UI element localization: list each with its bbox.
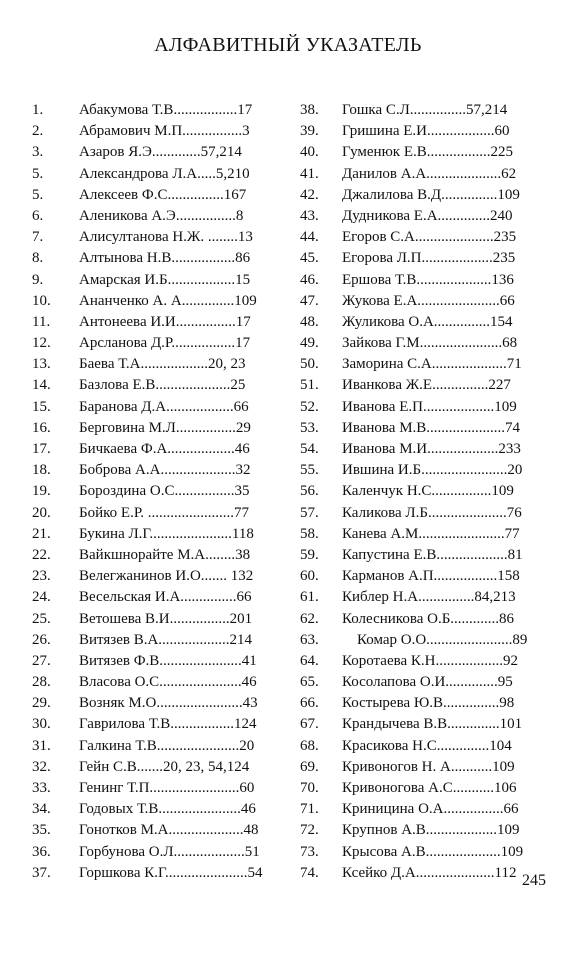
index-entry: [300, 460, 532, 481]
entry-number: 49.: [300, 335, 319, 352]
index-entry: [32, 206, 272, 227]
index-entry: [300, 799, 532, 820]
entry-number: 50.: [300, 356, 319, 373]
entry-number: 27.: [32, 652, 51, 669]
entry-number: 46.: [300, 271, 319, 288]
index-entry: [32, 291, 272, 312]
entry-number: 7.: [32, 229, 44, 246]
entry-number: 28.: [32, 674, 51, 691]
entry-number: 20.: [32, 504, 51, 521]
entry-text: Жукова Е.А......................66: [342, 292, 515, 309]
entry-text: Бороздина О.С................35: [79, 483, 250, 500]
index-entry: [32, 820, 272, 841]
index-entry: [300, 630, 532, 651]
index-entry: [300, 270, 532, 291]
entry-number: 14.: [32, 377, 51, 394]
entry-number: 39.: [300, 123, 319, 140]
entry-text: Киблер Н.А...............84,213: [342, 589, 516, 606]
index-entry: [300, 121, 532, 142]
index-entry: [300, 566, 532, 587]
entry-number: 22.: [32, 546, 51, 563]
entry-number: 38.: [300, 102, 319, 118]
entry-number: 29.: [32, 695, 51, 712]
entry-text: Каленчук Н.С................109: [342, 483, 514, 500]
entry-text: Колесникова О.Б.............86: [342, 610, 515, 627]
entry-text: Горбунова О.Л...................51: [79, 843, 260, 860]
entry-text: Крупнов А.В...................109: [342, 822, 520, 839]
entry-number: 9.: [32, 271, 44, 288]
entry-text: Горшкова К.Г......................54: [79, 864, 263, 881]
index-entry: [32, 248, 272, 269]
index-entry: [300, 545, 532, 566]
entry-text: Букина Л.Г......................118: [79, 525, 254, 542]
index-entry: [300, 439, 532, 460]
entry-number: 19.: [32, 483, 51, 500]
entry-number: 23.: [32, 568, 51, 585]
entry-text: Гейн С.В.......20, 23, 54,124: [79, 758, 250, 775]
entry-number: 45.: [300, 250, 319, 267]
entry-text: Алисултанова Н.Ж. ........13: [79, 229, 253, 246]
index-entry: [32, 778, 272, 799]
entry-text: Вайкшнорайте М.А........38: [79, 546, 251, 563]
index-entry: [32, 481, 272, 502]
index-entry: [32, 630, 272, 651]
index-entry: [300, 672, 532, 693]
index-entry: [300, 248, 532, 269]
entry-number: 33.: [32, 780, 51, 796]
entry-text: Жуликова О.А...............154: [342, 313, 513, 330]
entry-number: 6.: [32, 207, 44, 224]
index-entry: [32, 333, 272, 354]
entry-text: Арсланова Д.Р.................17: [79, 335, 251, 352]
index-entry: [32, 714, 272, 735]
index-entry: [32, 397, 272, 418]
index-entry: [300, 587, 532, 608]
index-entry: [300, 333, 532, 354]
entry-text: Егоров С.А.....................235: [342, 229, 517, 246]
entry-text: Гаврилова Т.В.................124: [79, 716, 257, 733]
entry-number: 35.: [32, 822, 51, 839]
index-entry: [32, 439, 272, 460]
entry-text: Гуменюк Е.В.................225: [342, 144, 513, 161]
entry-text: Возняк М.О.......................43: [79, 695, 258, 712]
entry-number: 2.: [32, 123, 44, 140]
entry-text: Ананченко А. А..............109: [79, 292, 257, 309]
index-entry: [300, 863, 532, 884]
entry-text: Весельская И.А...............66: [79, 589, 252, 606]
index-entry: [300, 185, 532, 206]
entry-text: Боброва А.А....................32: [79, 462, 251, 479]
index-column-left: [32, 100, 272, 884]
entry-number: 3.: [32, 144, 44, 161]
index-entry: [300, 100, 532, 121]
entry-text: Витязев В.А...................214: [79, 631, 253, 648]
entry-text: Баева Т.А..................20, 23: [79, 356, 246, 373]
index-entry: [300, 609, 532, 630]
index-entry: [32, 736, 272, 757]
entry-number: 17.: [32, 441, 51, 457]
entry-number: 5.: [32, 186, 44, 203]
entry-number: 11.: [32, 313, 51, 330]
entry-text: Коротаева К.Н..................92: [342, 652, 518, 669]
entry-text: Капустина Е.В...................81: [342, 546, 523, 563]
entry-text: Баранова Д.А..................66: [79, 398, 249, 415]
index-entry: [300, 291, 532, 312]
entry-text: Кривоногова А.С...........106: [342, 780, 517, 796]
entry-number: 10.: [32, 292, 51, 309]
entry-text: Кривоногов Н. А...........109: [342, 758, 515, 775]
entry-number: 42.: [300, 186, 319, 203]
index-entry: [300, 164, 532, 185]
entry-text: Данилов А.А....................62: [342, 165, 517, 182]
entry-number: 5.: [32, 165, 44, 182]
entry-number: 63.: [300, 631, 319, 648]
index-entry: [32, 121, 272, 142]
index-entry: [32, 651, 272, 672]
entry-text: Зайкова Г.М......................68: [342, 335, 518, 352]
index-entry: [300, 142, 532, 163]
index-entry: [32, 842, 272, 863]
entry-text: Амарская И.Б..................15: [79, 271, 251, 288]
entry-number: 41.: [300, 165, 319, 182]
index-entry: [300, 397, 532, 418]
entry-number: 47.: [300, 292, 319, 309]
entry-number: 44.: [300, 229, 319, 246]
entry-text: Генинг Т.П........................60: [79, 780, 255, 796]
entry-text: Иванова М.В.....................74: [342, 419, 521, 436]
entry-number: 69.: [300, 758, 319, 775]
index-entry: [300, 503, 532, 524]
entry-number: 26.: [32, 631, 51, 648]
entry-text: Канева А.М.......................77: [342, 525, 520, 542]
entry-number: 13.: [32, 356, 51, 373]
entry-text: Гонотков М.А....................48: [79, 822, 259, 839]
entry-text: Абрамович М.П................3: [79, 123, 250, 140]
entry-number: 70.: [300, 780, 319, 796]
index-entry: [300, 736, 532, 757]
index-entry: [32, 460, 272, 481]
index-entry: [300, 375, 532, 396]
entry-text: Косолапова О.И..............95: [342, 674, 513, 691]
index-entry: [32, 312, 272, 333]
entry-text: Годовых Т.В......................46: [79, 801, 256, 818]
entry-number: 24.: [32, 589, 51, 606]
entry-text: Велегжанинов И.О....... 132: [79, 568, 254, 585]
entry-number: 34.: [32, 801, 51, 818]
entry-text: Власова О.С......................46: [79, 674, 257, 691]
entry-number: 61.: [300, 589, 319, 606]
entry-number: 53.: [300, 419, 319, 436]
index-entry: [300, 820, 532, 841]
entry-number: 8.: [32, 250, 44, 267]
entry-number: 66.: [300, 695, 319, 712]
index-entry: [32, 354, 272, 375]
entry-number: 64.: [300, 652, 319, 669]
entry-number: 51.: [300, 377, 319, 394]
entry-text: Криницина О.А................66: [342, 801, 519, 818]
index-entry: [300, 354, 532, 375]
page-title: АЛФАВИТНЫЙ УКАЗАТЕЛЬ: [154, 34, 422, 56]
entry-text: Ветошева В.И................201: [79, 610, 253, 627]
entry-number: 16.: [32, 419, 51, 436]
entry-text: Ксейко Д.А.....................112: [342, 864, 517, 881]
index-entry: [32, 164, 272, 185]
entry-text: Берговина М.Л................29: [79, 419, 251, 436]
entry-number: 71.: [300, 801, 319, 818]
entry-text: Комар О.О.......................89: [342, 631, 528, 648]
entry-number: 21.: [32, 525, 51, 542]
index-entry: [300, 651, 532, 672]
index-entry: [32, 100, 272, 121]
entry-number: 68.: [300, 737, 319, 754]
entry-number: 40.: [300, 144, 319, 161]
entry-number: 37.: [32, 864, 51, 881]
entry-text: Антонеева И.И................17: [79, 313, 251, 330]
index-entry: [32, 524, 272, 545]
entry-number: 31.: [32, 737, 51, 754]
index-entry: [32, 503, 272, 524]
entry-number: 12.: [32, 335, 51, 352]
index-entry: [300, 481, 532, 502]
entry-text: Егорова Л.П...................235: [342, 250, 516, 267]
entry-text: Каликова Л.Б.....................76: [342, 504, 522, 521]
entry-number: 43.: [300, 207, 319, 224]
entry-text: Джалилова В.Д...............109: [342, 186, 520, 203]
index-entry: [32, 757, 272, 778]
index-entry: [32, 375, 272, 396]
entry-number: 18.: [32, 462, 51, 479]
entry-text: Базлова Е.В....................25: [79, 377, 246, 394]
entry-text: Ершова Т.В....................136: [342, 271, 514, 288]
index-entry: [300, 418, 532, 439]
entry-text: Александрова Л.А.....5,210: [79, 165, 250, 182]
entry-text: Аленикова А.Э................8: [79, 207, 244, 224]
index-entry: [32, 142, 272, 163]
entry-number: 58.: [300, 525, 319, 542]
entry-text: Ившина И.Б.......................20: [342, 462, 523, 479]
entry-text: Крысова А.В....................109: [342, 843, 524, 860]
entry-text: Азаров Я.Э.............57,214: [79, 144, 242, 161]
entry-number: 36.: [32, 843, 51, 860]
entry-text: Крандычева В.В..............101: [342, 716, 523, 733]
index-column-right: [300, 100, 532, 884]
entry-text: Алексеев Ф.С...............167: [79, 186, 247, 203]
index-entry: [32, 672, 272, 693]
index-entry: [32, 863, 272, 884]
index-entry: [300, 312, 532, 333]
entry-number: 52.: [300, 398, 319, 415]
index-entry: [32, 418, 272, 439]
index-entry: [32, 609, 272, 630]
index-entry: [300, 524, 532, 545]
entry-text: Дудникова Е.А..............240: [342, 207, 513, 224]
entry-text: Гришина Е.И..................60: [342, 123, 510, 140]
index-entry: [32, 693, 272, 714]
entry-number: 57.: [300, 504, 319, 521]
entry-number: 48.: [300, 313, 319, 330]
index-entry: [300, 693, 532, 714]
index-entry: [32, 566, 272, 587]
entry-text: Иванкова Ж.Е...............227: [342, 377, 511, 394]
entry-text: Бойко Е.Р. .......................77: [79, 504, 250, 521]
entry-text: Абакумова Т.В.................17: [79, 102, 253, 118]
index-entry: [32, 587, 272, 608]
entry-text: Красикова Н.С..............104: [342, 737, 512, 754]
index-entry: [32, 799, 272, 820]
index-entry: [32, 185, 272, 206]
entry-number: 30.: [32, 716, 51, 733]
entry-text: Алтынова Н.В.................86: [79, 250, 251, 267]
entry-text: Костырева Ю.В...............98: [342, 695, 515, 712]
index-entry: [32, 270, 272, 291]
index-entry: [300, 842, 532, 863]
index-entry: [300, 227, 532, 248]
entry-number: 56.: [300, 483, 319, 500]
entry-number: 73.: [300, 843, 319, 860]
entry-number: 60.: [300, 568, 319, 585]
entry-number: 59.: [300, 546, 319, 563]
entry-number: 74.: [300, 864, 319, 881]
entry-number: 1.: [32, 102, 44, 118]
entry-number: 65.: [300, 674, 319, 691]
index-entry: [300, 714, 532, 735]
entry-text: Иванова Е.П...................109: [342, 398, 517, 415]
entry-text: Галкина Т.В......................20: [79, 737, 255, 754]
index-entry: [300, 778, 532, 799]
entry-number: 55.: [300, 462, 319, 479]
entry-text: Карманов А.П.................158: [342, 568, 520, 585]
entry-number: 62.: [300, 610, 319, 627]
entry-number: 72.: [300, 822, 319, 839]
entry-text: Витязев Ф.В......................41: [79, 652, 257, 669]
entry-number: 67.: [300, 716, 319, 733]
entry-number: 32.: [32, 758, 51, 775]
entry-text: Заморина С.А....................71: [342, 356, 522, 373]
index-entry: [300, 757, 532, 778]
entry-text: Гошка С.Л...............57,214: [342, 102, 508, 118]
entry-number: 25.: [32, 610, 51, 627]
index-entry: [300, 206, 532, 227]
index-entry: [32, 227, 272, 248]
index-entry: [32, 545, 272, 566]
entry-number: 15.: [32, 398, 51, 415]
entry-text: Бичкаева Ф.А..................46: [79, 441, 250, 457]
page-number: 245: [522, 872, 546, 889]
entry-text: Иванова М.И...................233: [342, 441, 521, 457]
entry-number: 54.: [300, 441, 319, 457]
